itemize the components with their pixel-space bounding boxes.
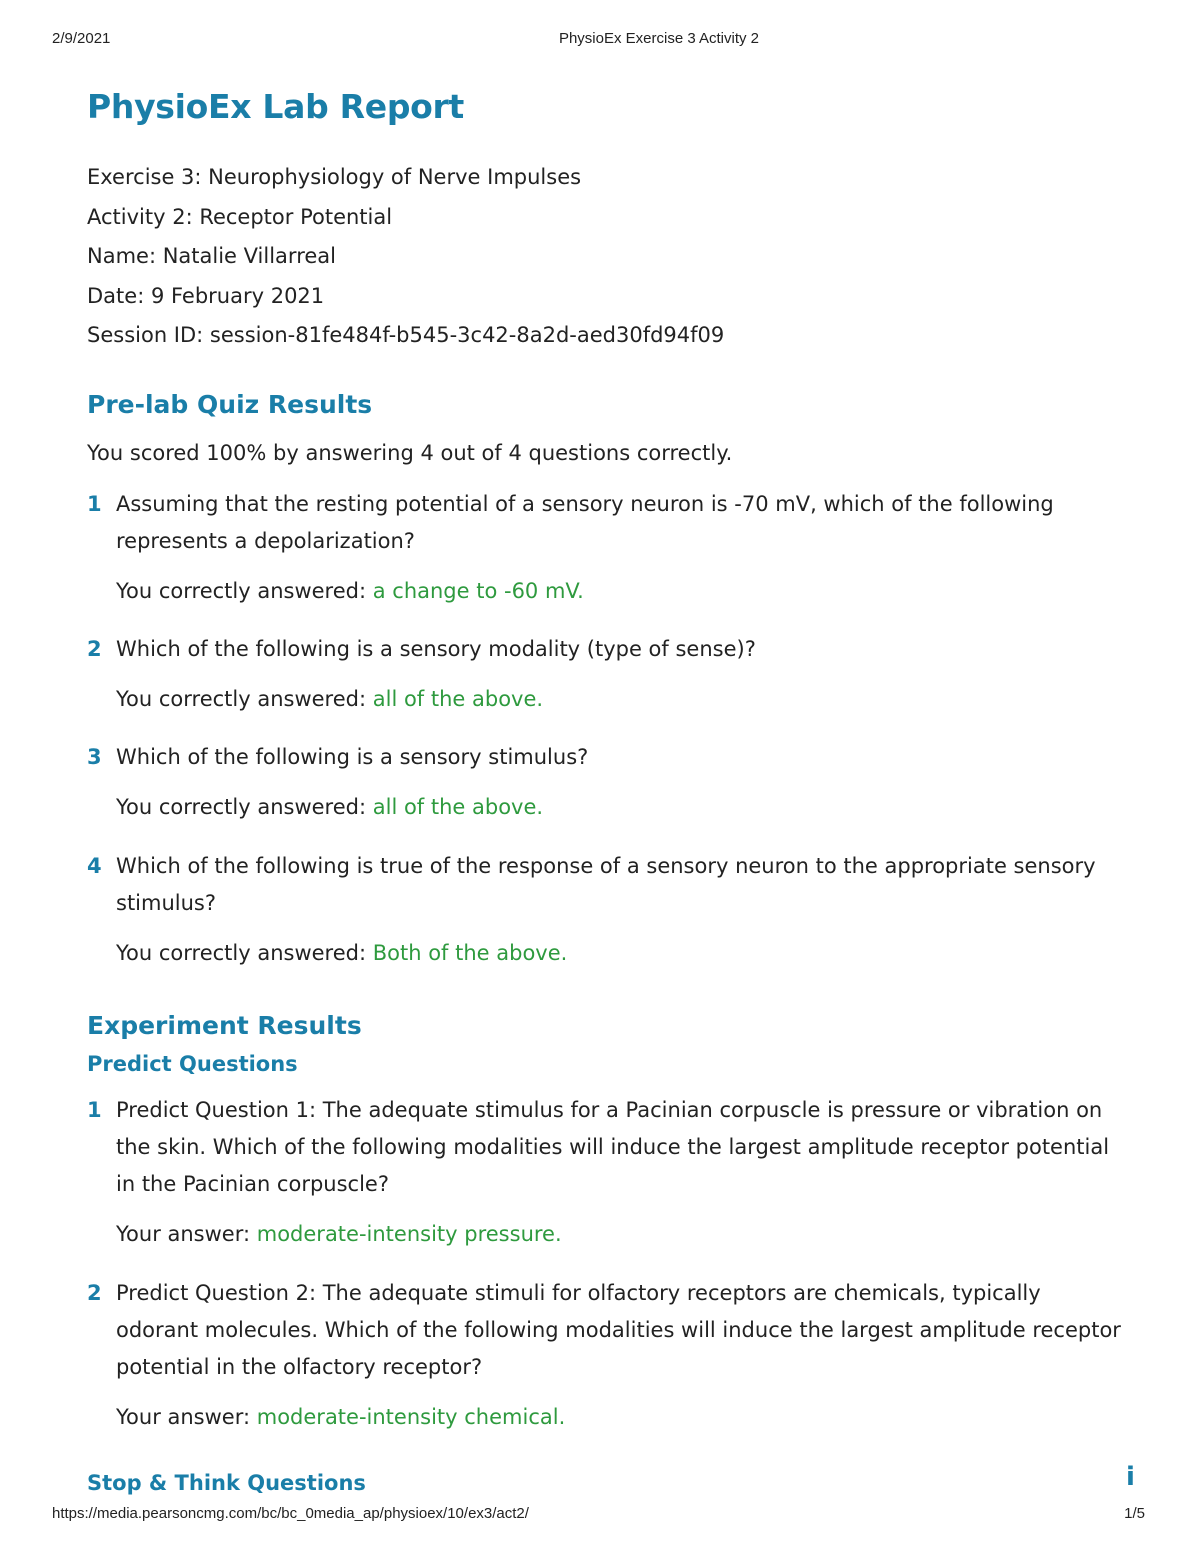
answer-prefix: Your answer: xyxy=(116,1221,257,1246)
quiz-question xyxy=(87,631,1127,718)
question-text: Which of the following is a sensory modality (type of sense)? xyxy=(116,636,756,661)
quiz-question xyxy=(87,739,1127,826)
question-text: Predict Question 2: The adequate stimuli for olfactory receptors are chemicals, typically odorant molecules. Which of the following modalities will induce the largest amplitude receptor potential in the olfactory receptor? xyxy=(116,1280,1121,1379)
question-text: Which of the following is a sensory stimulus? xyxy=(116,744,589,769)
answer-value: all of the above. xyxy=(372,794,544,819)
report-date: Date: 9 February 2021 xyxy=(87,283,325,308)
question-answer xyxy=(116,1216,1127,1253)
quiz-question xyxy=(87,486,1127,610)
question-text: Predict Question 1: The adequate stimulus for a Pacinian corpuscle is pressure or vibration on the skin. Which of the following modalities will induce the largest amplitude receptor potential in the Pacinian corpuscle? xyxy=(116,1097,1110,1196)
answer-value: moderate-intensity pressure. xyxy=(256,1221,562,1246)
answer-value: moderate-intensity chemical. xyxy=(256,1404,566,1429)
quiz-question xyxy=(87,848,1127,972)
answer-value: Both of the above. xyxy=(372,940,568,965)
question-number: 2 xyxy=(87,1280,102,1305)
question-number: 2 xyxy=(87,636,102,661)
predict-question xyxy=(87,1092,1127,1253)
question-answer xyxy=(116,935,1127,972)
predict-question xyxy=(87,1275,1127,1436)
question-number: 4 xyxy=(87,853,102,878)
answer-prefix: Your answer: xyxy=(116,1404,257,1429)
quiz-score: You scored 100% by answering 4 out of 4 questions correctly. xyxy=(87,440,733,465)
answer-prefix: You correctly answered: xyxy=(116,794,373,819)
page-number: 1/5 xyxy=(1124,1505,1145,1522)
question-answer xyxy=(116,681,1127,718)
question-text: Which of the following is true of the response of a sensory neuron to the appropriate sensory stimulus? xyxy=(116,853,1096,915)
question-answer xyxy=(116,789,1127,826)
answer-prefix: You correctly answered: xyxy=(116,940,373,965)
report-title: PhysioEx Lab Report xyxy=(87,87,464,126)
answer-value: all of the above. xyxy=(372,686,544,711)
question-number: 3 xyxy=(87,744,102,769)
print-header xyxy=(0,30,1200,50)
answer-prefix: You correctly answered: xyxy=(116,686,373,711)
lab-report xyxy=(87,82,1127,1499)
print-title: PhysioEx Exercise 3 Activity 2 xyxy=(558,30,760,47)
question-number: 1 xyxy=(87,491,102,516)
stop-think-heading: Stop & Think Questions xyxy=(87,1470,366,1495)
experiment-heading: Experiment Results xyxy=(87,1010,362,1040)
student-name: Name: Natalie Villarreal xyxy=(87,244,336,268)
question-text: Assuming that the resting potential of a sensory neuron is -70 mV, which of the following represents a depolarization? xyxy=(116,491,1054,553)
question-number: 1 xyxy=(87,1097,102,1122)
question-answer xyxy=(116,573,1127,610)
info-icon[interactable]: i xyxy=(1126,1462,1135,1492)
page-url: https://media.pearsoncmg.com/bc/bc_0media_ap/physioex/10/ex3/act2/ xyxy=(52,1505,529,1522)
print-footer xyxy=(0,1505,1200,1525)
activity-line: Activity 2: Receptor Potential xyxy=(87,204,393,229)
answer-value: a change to -60 mV. xyxy=(372,578,584,603)
session-id: Session ID: session-81fe484f-b545-3c42-8a2d-aed30fd94f09 xyxy=(87,323,725,347)
prelab-heading: Pre-lab Quiz Results xyxy=(87,389,373,419)
question-answer xyxy=(116,1399,1127,1436)
predict-heading: Predict Questions xyxy=(87,1051,298,1076)
print-date: 2/9/2021 xyxy=(52,30,111,47)
answer-prefix: You correctly answered: xyxy=(116,578,373,603)
exercise-line: Exercise 3: Neurophysiology of Nerve Impulses xyxy=(87,165,582,189)
